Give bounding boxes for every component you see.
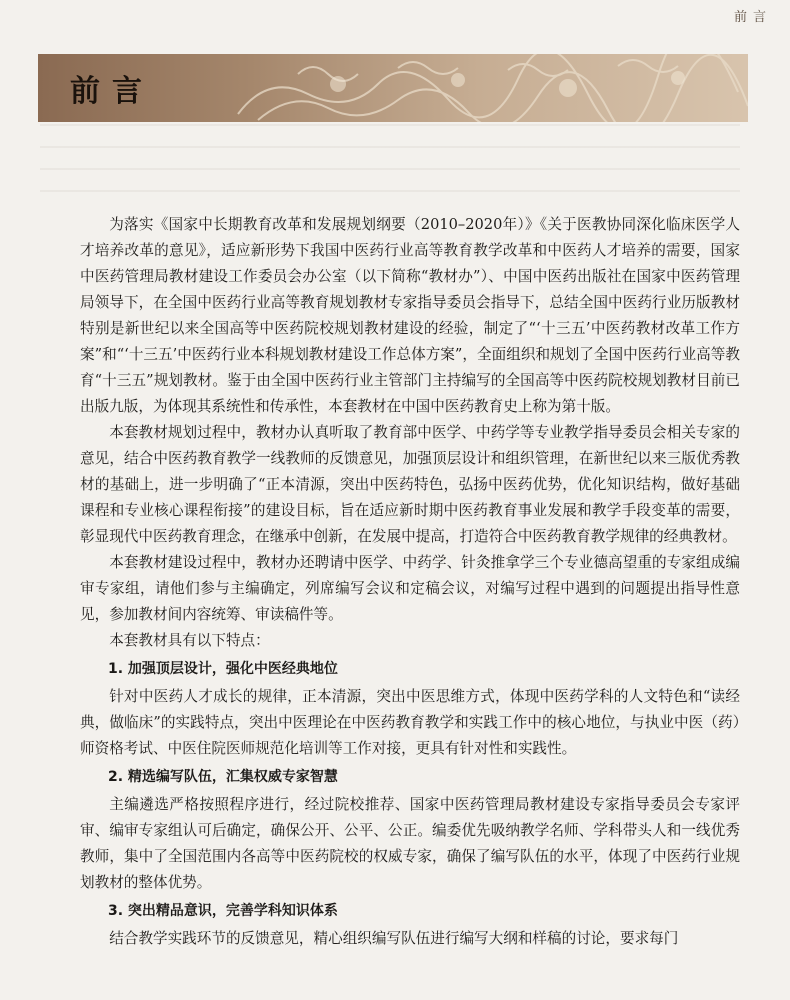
chapter-banner xyxy=(38,54,748,122)
section-heading: 2. 精选编写队伍，汇集权威专家智慧 xyxy=(108,769,338,785)
paragraph: 为落实《国家中长期教育改革和发展规划纲要（2010–2020年）》《关于医教协同深化临床医学人才培养改革的意见》，适应新形势下我国中医药行业高等教育教学改革和中医药人才培养的需要，国家中医药管理局教材建设工作委员会办公室（以下简称“教材办”）、中国中医药出版社在国家中医药管理局领导下，在全国中医药行业高等教育规划教材专家指导委员会指导下，总结全国中医药行业历版教材特别是新世纪以来全国高等中医药院校规划教材建设的经验，制定了“‘十三五’中医药教材改革工作方案”和“‘十三五’中医药行业本科规划教材建设工作总体方案”，全面组织和规划了全国中医药行业高等教育“十三五”规划教材。鉴于由全国中医药行业主管部门主持编写的全国高等中医药院校规划教材目前已出版九版，为体现其系统性和传承性，本套教材在中国中医药教育史上称为第十版。 xyxy=(80,216,740,415)
section-heading: 1. 加强顶层设计，强化中医经典地位 xyxy=(108,661,338,677)
paragraph: 主编遴选严格按照程序进行，经过院校推荐、国家中医药管理局教材建设专家指导委员会专家评审、编审专家组认可后确定，确保公开、公平、公正。编委优先吸纳教学名师、学科带头人和一线优秀教师，集中了全国范围内各高等中医药院校的权威专家，确保了编写队伍的水平，体现了中医药行业规划教材的整体优势。 xyxy=(80,796,740,891)
chapter-title: 前言 xyxy=(70,74,154,109)
paragraph: 本套教材具有以下特点： xyxy=(109,632,270,649)
preface-body xyxy=(80,212,740,952)
show-through-text xyxy=(40,124,740,204)
paragraph: 针对中医药人才成长的规律，正本清源，突出中医思维方式，体现中医药学科的人文特色和“读经典，做临床”的实践特点，突出中医理论在中医药教育教学和实践工作中的核心地位，与执业中医（药）师资格考试、中医住院医师规范化培训等工作对接，更具有针对性和实践性。 xyxy=(80,688,740,757)
paragraph: 本套教材规划过程中，教材办认真听取了教育部中医学、中药学等专业教学指导委员会相关专家的意见，结合中医药教育教学一线教师的反馈意见，加强顶层设计和组织管理，在新世纪以来三版优秀教材的基础上，进一步明确了“正本清源，突出中医药特色，弘扬中医药优势，优化知识结构，做好基础课程和专业核心课程衔接”的建设目标，旨在适应新时期中医药教育事业发展和教学手段变革的需要，彰显现代中医药教育理念，在继承中创新，在发展中提高，打造符合中医药教育教学规律的经典教材。 xyxy=(80,424,740,545)
section-heading: 3. 突出精品意识，完善学科知识体系 xyxy=(108,903,338,919)
paragraph: 结合教学实践环节的反馈意见，精心组织编写队伍进行编写大纲和样稿的讨论，要求每门 xyxy=(109,930,679,947)
paragraph: 本套教材建设过程中，教材办还聘请中医学、中药学、针灸推拿学三个专业德高望重的专家组成编审专家组，请他们参与主编确定，列席编写会议和定稿会议，对编写过程中遇到的问题提出指导性意见，参加教材间内容统筹、审读稿件等。 xyxy=(80,554,740,623)
running-header: 前言 xyxy=(733,10,772,25)
